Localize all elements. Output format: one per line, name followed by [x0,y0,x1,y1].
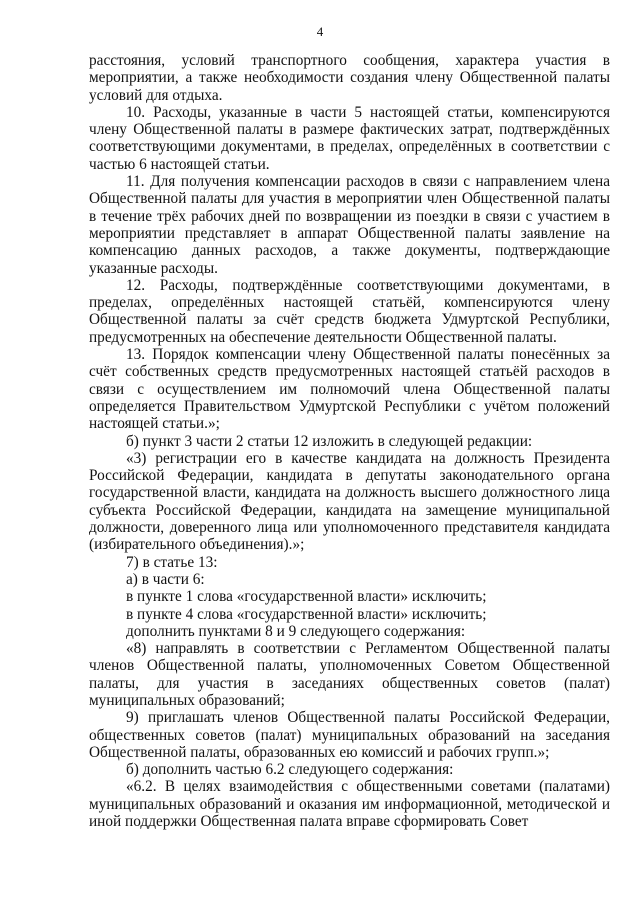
paragraph-item-7: 7) в статье 13: [126,553,218,571]
paragraph-subitem-b-article-12: б) пункт 3 части 2 статьи 12 изложить в следующей редакции: [126,432,533,450]
paragraph-item-13: 13. Порядок компенсации члену Общественной палаты понесённых за счёт собственных средств предусмотренных настоящей статьёй расходов в связи с осуществлением им полномочий члена Общественной палаты определяется Правительством Удмуртской Республики с учётом положений настоящей статьи.»; [89,346,610,433]
document-body [89,52,610,830]
paragraph-subitem-b-part-6-2: б) дополнить частью 6.2 следующего содержания: [126,761,454,779]
paragraph-quote-item-3: «3) регистрации его в качестве кандидата на должность Президента Российской Федерации, кандидата в депутаты законодательного органа государственной власти, кандидата на должность высшего должностного лица субъекта Российской Федерации, кандидата на замещение муниципальной должности, доверенного лица или уполномоченного представителя кандидата (избирательного объединения).»; [89,449,610,554]
paragraph-item-10: 10. Расходы, указанные в части 5 настоящей статьи, компенсируются члену Общественной палаты в размере фактических затрат, подтверждённых соответствующими документами, в пределах, определённых в соответствии с частью 6 настоящей статьи. [89,103,610,173]
page-number: 4 [316,24,324,39]
paragraph-add-points: дополнить пунктами 8 и 9 следующего содержания: [126,622,466,640]
paragraph-item-11: 11. Для получения компенсации расходов в связи с направлением члена Общественной палаты для участия в мероприятии член Общественной палаты в течение трёх рабочих дней по возвращении из поездки в связи с участием в мероприятии представляет в аппарат Общественной палаты заявление на компенсацию данных расходов, а также документы, подтверждающие указанные расходы. [89,173,610,277]
paragraph-quote-item-9: 9) приглашать членов Общественной палаты Российской Федерации, общественных советов (палат) муниципальных образований на заседания Общественной палаты, образованных ею комиссий и рабочих групп.»; [89,709,610,761]
paragraph-item-12: 12. Расходы, подтверждённые соответствующими документами, в пределах, определённых настоящей статьёй, компенсируются члену Общественной палаты за счёт средств бюджета Удмуртской Республики, предусмотренных на обеспечение деятельности Общественной палаты. [89,276,610,346]
paragraph-point-4-amendment: в пункте 4 слова «государственной власти» исключить; [126,605,487,623]
paragraph-quote-item-8: «8) направлять в соответствии с Регламентом Общественной палаты членов Общественной палаты, уполномоченных Советом Общественной палаты, для участия в заседаниях общественных советов (палат) муниципальных образований; [89,640,610,709]
paragraph-point-1-amendment: в пункте 1 слова «государственной власти» исключить; [126,588,487,606]
paragraph-quote-part-6-2: «6.2. В целях взаимодействия с общественными советами (палатами) муниципальных образований и оказания им информационной, методической и иной поддержки Общественная палата вправе сформировать Совет [89,778,610,831]
paragraph-continuation: расстояния, условий транспортного сообщения, характера участия в мероприятии, а также необходимости создания члену Общественной палаты условий для отдыха. [89,52,610,104]
paragraph-subitem-a: а) в части 6: [126,570,205,588]
